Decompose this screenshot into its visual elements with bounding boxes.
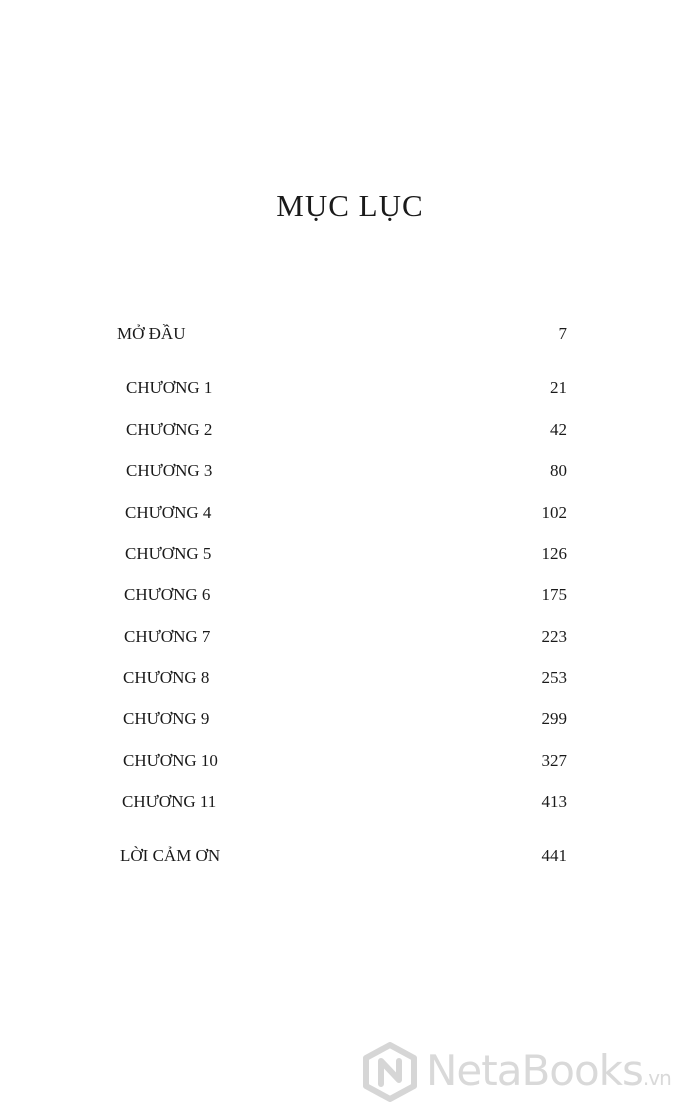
toc-entry-page: 21 [550, 378, 567, 397]
toc-entry [123, 749, 567, 773]
toc-entry-label: CHƯƠNG 7 [124, 627, 211, 646]
toc-entry-page: 441 [541, 846, 567, 865]
toc-entry-label: CHƯƠNG 9 [123, 709, 210, 728]
toc-entry [126, 376, 567, 400]
toc-entry-page: 126 [541, 544, 567, 563]
toc-entry-label: CHƯƠNG 10 [123, 751, 218, 770]
toc-entry [126, 418, 567, 442]
toc-entry-page: 102 [541, 503, 567, 522]
toc-entry-page: 253 [541, 668, 567, 687]
toc-entry-page: 413 [541, 792, 567, 811]
toc-entry [117, 322, 567, 346]
toc-entry [126, 459, 567, 483]
toc-entry [123, 666, 567, 690]
toc-entry [120, 844, 567, 868]
toc-entry-page: 42 [550, 420, 567, 439]
toc-entry-label: CHƯƠNG 4 [125, 503, 212, 522]
page-title: MỤC LỤC [276, 188, 424, 223]
watermark-brand: NetaBooks [426, 1046, 643, 1095]
toc-entry-label: CHƯƠNG 6 [124, 585, 211, 604]
toc-entry [125, 542, 567, 566]
toc-entry-page: 223 [541, 627, 567, 646]
toc-entry-label: CHƯƠNG 1 [126, 378, 213, 397]
toc-entry-page: 175 [541, 585, 567, 604]
toc-entry-page: 327 [541, 751, 567, 770]
toc-entry-label: MỞ ĐẦU [117, 324, 186, 343]
toc-entry-label: CHƯƠNG 2 [126, 420, 213, 439]
watermark-suffix: .vn [642, 1066, 671, 1090]
toc-entry-label: LỜI CẢM ƠN [120, 846, 221, 865]
toc-entry-label: CHƯƠNG 11 [122, 792, 217, 811]
toc-entry [125, 501, 567, 525]
toc-entry-label: CHƯƠNG 3 [126, 461, 213, 480]
toc-entry [122, 790, 567, 814]
toc-entry-label: CHƯƠNG 5 [125, 544, 212, 563]
netabooks-logo-icon [362, 1042, 418, 1102]
toc-entry-page: 7 [558, 324, 567, 343]
toc-entry-label: CHƯƠNG 8 [123, 668, 210, 687]
toc-entry-page: 80 [550, 461, 567, 480]
toc-entry [124, 583, 567, 607]
toc-entry [124, 625, 567, 649]
netabooks-watermark [362, 1038, 692, 1108]
toc-entry [123, 707, 567, 731]
toc-entry-page: 299 [541, 709, 567, 728]
watermark-text [426, 1046, 671, 1095]
